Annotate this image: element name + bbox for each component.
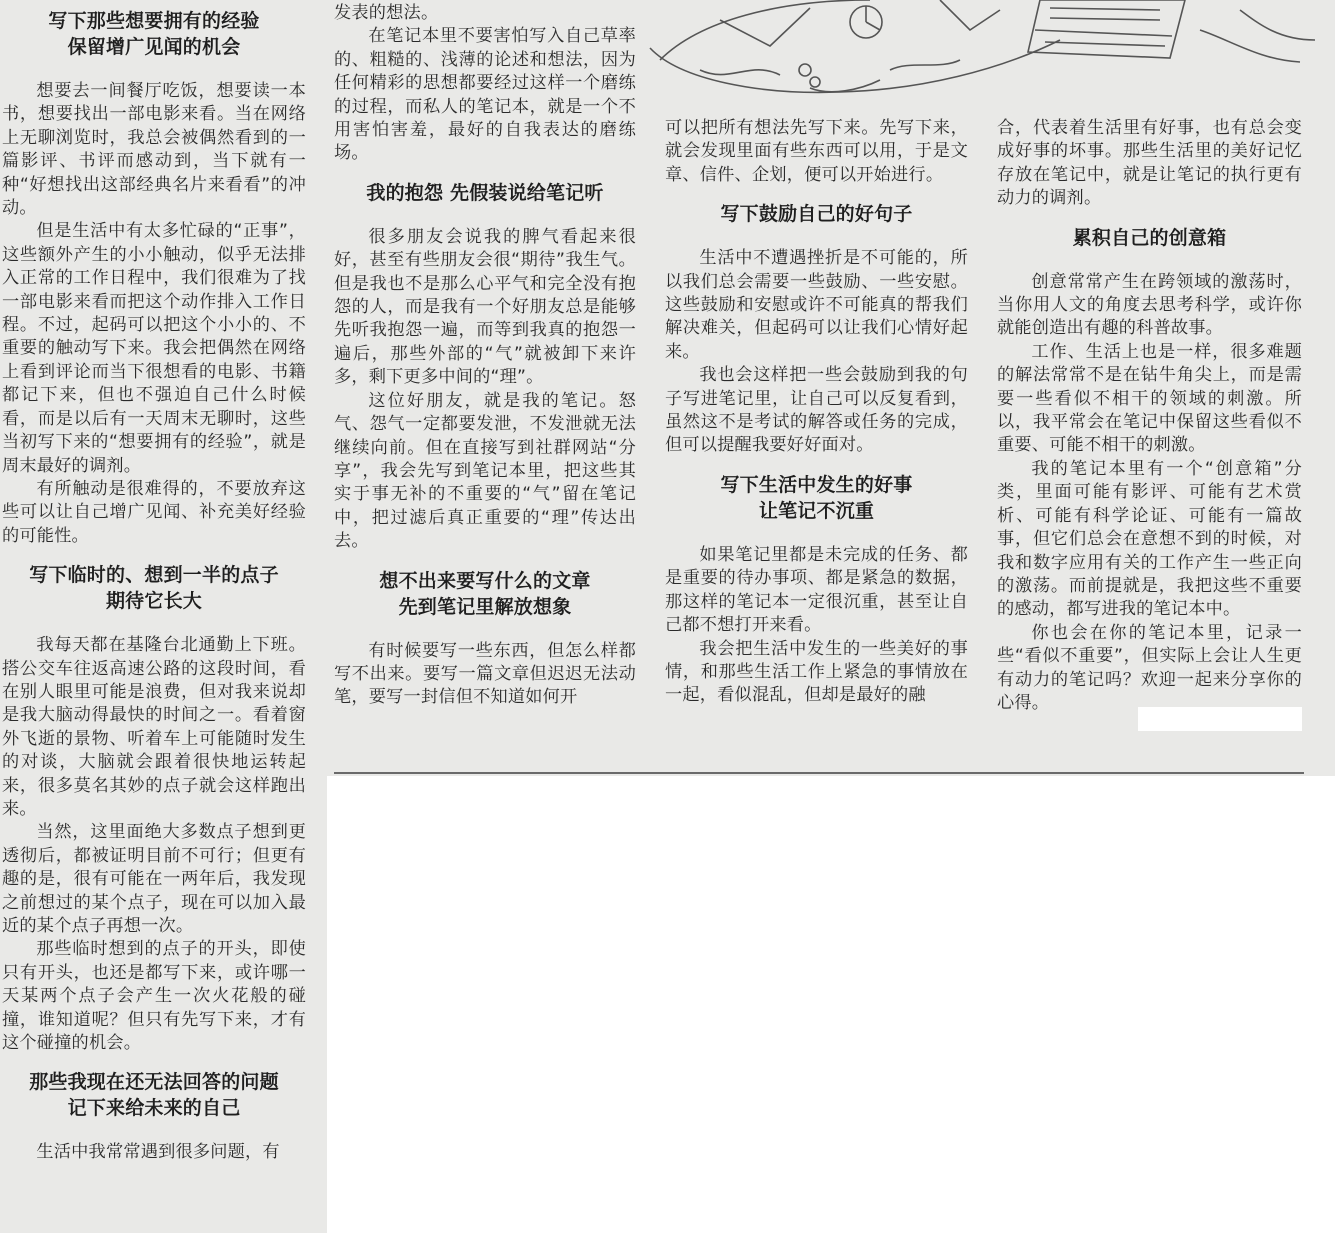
column-rule bbox=[334, 772, 1304, 774]
paragraph: 合，代表着生活里有好事，也有总会变成好事的坏事。那些生活里的美好记忆存放在笔记中，就是让笔记的执行更有动力的调剂。 bbox=[997, 118, 1302, 209]
paragraph: 工作、生活上也是一样，很多难题的解法常常不是在钻牛角尖上，而是需要一些看似不相干的领域的刺激。所以，我平常会在笔记中保留这些看似不重要、可能不相干的刺激。 bbox=[997, 341, 1302, 456]
section-heading: 那些我现在还无法回答的问题 记下来给未来的自己 bbox=[29, 1071, 279, 1120]
paragraph: 生活中不遭遇挫折是不可能的，所以我们总会需要一些鼓励、一些安慰。这些鼓励和安慰或许不可能真的帮我们解决难关，但起码可以让我们心情好起来。 bbox=[665, 248, 968, 362]
paragraph: 创意常常产生在跨领域的激荡时，当你用人文的角度去思考科学，或许你就能创造出有趣的科普故事。 bbox=[997, 271, 1302, 339]
section-heading: 写下鼓励自己的好句子 bbox=[720, 203, 913, 226]
paragraph: 当然，这里面绝大多数点子想到更透彻后，都被证明目前不可行；但更有趣的是，很有可能在一两年后，我发现之前想过的某个点子，现在可以加入最近的某个点子再想一次。 bbox=[2, 822, 306, 936]
paragraph: 有时候要写一些东西，但怎么样都写不出来。要写一篇文章但迟迟无法动笔，要写一封信但不知道如何开 bbox=[334, 640, 636, 708]
article-column-3 bbox=[665, 117, 968, 708]
paragraph: 可以把所有想法先写下来。先写下来，就会发现里面有些东西可以用，于是文章、信件、企划，便可以开始进行。 bbox=[665, 118, 968, 185]
paragraph: 很多朋友会说我的脾气看起来很好，甚至有些朋友会很“期待”我生气。但是我也不是那么心平气和完全没有抱怨的人，而是我有一个好朋友总是能够先听我抱怨一遍，而等到我真的抱怨一遍后，那些外部的“气”就被卸下来许多，剩下更多中间的“理”。 bbox=[334, 226, 636, 388]
paragraph: 我的笔记本里有一个“创意箱”分类，里面可能有影评、可能有艺术赏析、可能有科学论证、可能有一篇故事，但它们总会在意想不到的时候，对我和数字应用有关的工作产生一些正向的激荡。而前提就是，我把这些不重要的感动，都写进我的笔记本中。 bbox=[997, 458, 1302, 620]
notebook-illustration bbox=[640, 0, 1320, 110]
paragraph: 你也会在你的笔记本里，记录一些“看似不重要”，但实际上会让人生更有动力的笔记吗？欢迎一起来分享你的心得。 bbox=[997, 622, 1302, 713]
paragraph: 想要去一间餐厅吃饭，想要读一本书，想要找出一部电影来看。当在网络上无聊浏览时，我总会被偶然看到的一篇影评、书评而感动到，当下就有一种“好想找出这部经典名片来看看”的冲动。 bbox=[2, 81, 306, 219]
article-column-1 bbox=[2, 8, 306, 1165]
section-heading: 写下那些想要拥有的经验 保留增广见闻的机会 bbox=[48, 10, 260, 58]
paragraph: 这位好朋友，就是我的笔记。怒气、怨气一定都要发泄，不发泄就无法继续向前。但在直接写到社群网站“分享”，我会先写到笔记本里，把这些其实于事无补的不重要的“气”留在笔记中，把过滤后真正重要的“理”传达出去。 bbox=[334, 390, 636, 552]
paragraph: 但是生活中有太多忙碌的“正事”，这些额外产生的小小触动，似乎无法排入正常的工作日程中，我们很难为了找一部电影来看而把这个动作排入工作日程。不过，起码可以把这个小小的、不重要的触动写下来。我会把偶然在网络上看到评论而当下很想看的电影、书籍都记下来，但也不强迫自己什么时候看，而是以后有一天周末无聊时，这些当初写下来的“想要拥有的经验”，就是周末最好的调剂。 bbox=[2, 221, 306, 476]
paragraph: 我也会这样把一些会鼓励到我的句子写进笔记里，让自己可以反复看到，虽然这不是考试的解答或任务的完成，但可以提醒我要好好面对。 bbox=[665, 365, 968, 456]
paragraph: 我会把生活中发生的一些美好的事情，和那些生活工作上紧急的事情放在一起，看似混乱，但却是最好的融 bbox=[665, 638, 968, 706]
section-heading: 想不出来要写什么的文章 先到笔记里解放想象 bbox=[379, 569, 591, 618]
article-column-4 bbox=[997, 117, 1302, 715]
section-heading: 写下生活中发生的好事 让笔记不沉重 bbox=[720, 473, 913, 522]
paragraph: 生活中我常常遇到很多问题，有 bbox=[36, 1142, 280, 1163]
paragraph: 发表的想法。 bbox=[334, 3, 439, 23]
paragraph: 有所触动是很难得的，不要放弃这些可以让自己增广见闻、补充美好经验的可能性。 bbox=[2, 478, 306, 546]
blank-patch bbox=[1138, 707, 1302, 731]
paragraph: 那些临时想到的点子的开头，即使只有开头，也还是都写下来，或许哪一天某两个点子会产生一次火花般的碰撞，谁知道呢？但只有先写下来，才有这个碰撞的机会。 bbox=[2, 939, 306, 1054]
article-column-2 bbox=[334, 2, 636, 710]
paragraph: 在笔记本里不要害怕写入自己草率的、粗糙的、浅薄的论述和想法，因为任何精彩的思想都要经过这样一个磨练的过程，而私人的笔记本，就是一个不用害怕害羞，最好的自我表达的磨练场。 bbox=[334, 26, 636, 164]
section-heading: 写下临时的、想到一半的点子 期待它长大 bbox=[29, 564, 279, 613]
section-heading: 我的抱怨 先假装说给笔记听 bbox=[366, 181, 604, 204]
paragraph: 如果笔记里都是未完成的任务、都是重要的待办事项、都是紧急的数据，那这样的笔记本一定很沉重，甚至让自己都不想打开来看。 bbox=[665, 544, 968, 636]
section-heading: 累积自己的创意箱 bbox=[1072, 226, 1227, 249]
paragraph: 我每天都在基隆台北通勤上下班。搭公交车往返高速公路的这段时间，看在别人眼里可能是浪费，但对我来说却是我大脑动得最快的时间之一。看着窗外飞逝的景物、听着车上可能随时发生的对谈，大脑就会跟着很快地运转起来，很多莫名其妙的点子就会这样跑出来。 bbox=[2, 635, 306, 819]
